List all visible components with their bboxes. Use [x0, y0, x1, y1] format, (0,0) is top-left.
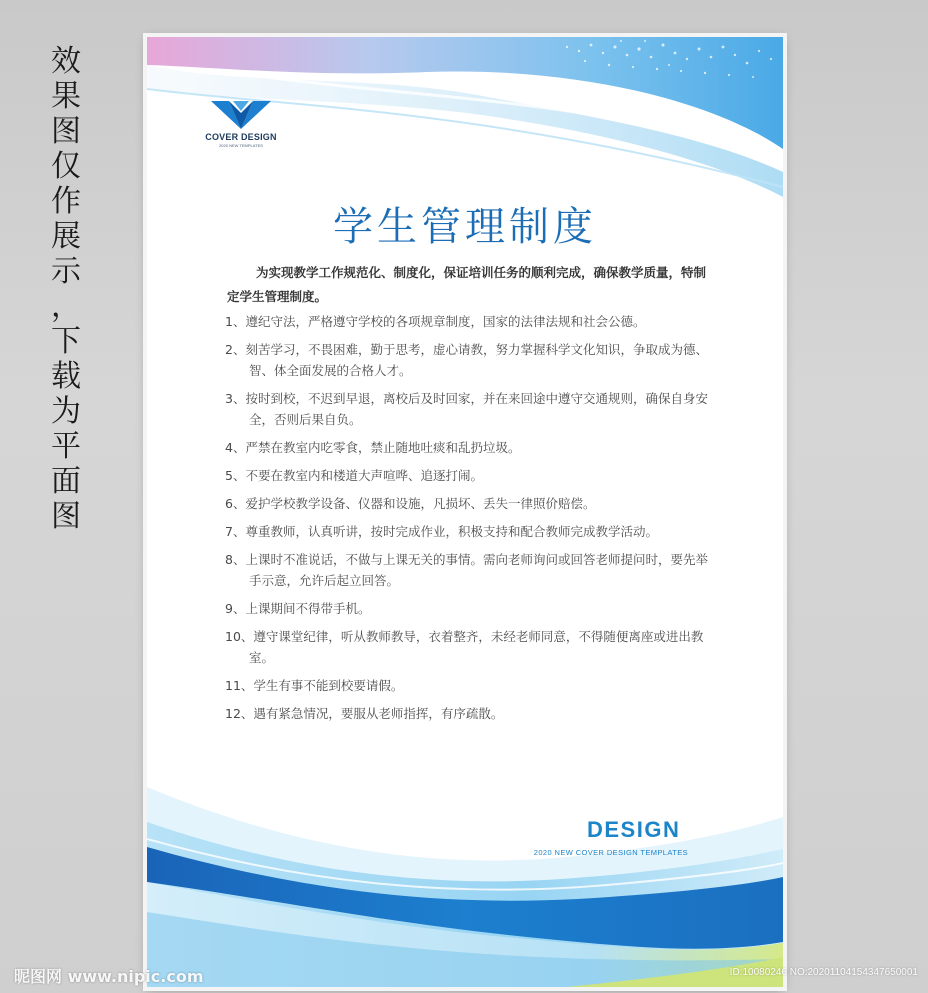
poster	[147, 37, 783, 987]
side-note	[44, 44, 88, 534]
rule-item: 3、按时到校，不迟到早退，离校后及时回家，并在来回途中遵守交通规则，确保自身安全，否则后果自负。	[225, 391, 708, 427]
side-note-char: 平	[51, 429, 81, 464]
side-note-char: 作	[51, 184, 81, 219]
rule-item: 7、尊重教师，认真听讲，按时完成作业，积极支持和配合教师完成教学活动。	[225, 524, 658, 539]
rule-item: 5、不要在教室内和楼道大声喧哗、追逐打闹。	[225, 468, 483, 483]
side-note-char: 展	[51, 219, 81, 254]
rule-item: 2、刻苦学习，不畏困难，勤于思考，虚心请教，努力掌握科学文化知识，争取成为德、智、体全面发展的合格人才。	[225, 342, 708, 378]
watermark-site: 昵图网 www.nipic.com	[14, 967, 204, 986]
watermark-id: ID:10080246 NO:20201104154347650001	[729, 967, 918, 978]
side-note-char: 面	[51, 464, 81, 499]
rule-item: 10、遵守课堂纪律，听从教师教导，衣着整齐，未经老师同意，不得随便离座或进出教室。	[225, 629, 704, 665]
rule-item: 9、上课期间不得带手机。	[225, 601, 371, 616]
logo-mark-icon	[211, 99, 271, 131]
rule-item: 6、爱护学校教学设备、仪器和设施，凡损坏、丢失一律照价赔偿。	[225, 496, 596, 511]
side-note-char: ，	[51, 289, 81, 324]
side-note-char: 为	[51, 394, 81, 429]
footer-design-label: DESIGN	[587, 817, 681, 842]
cover-design-logo	[199, 99, 283, 148]
rules-list	[225, 311, 709, 731]
logo-subtitle: 2020 NEW TEMPLATES	[219, 143, 263, 148]
side-note-char: 图	[51, 499, 81, 534]
intro-paragraph: 为实现教学工作规范化、制度化，保证培训任务的顺利完成，确保教学质量，特制定学生管理制度。	[227, 265, 707, 304]
rule-item: 11、学生有事不能到校要请假。	[225, 678, 404, 693]
side-note-char: 示	[51, 254, 81, 289]
side-note-char: 下	[51, 324, 81, 359]
side-note-char: 图	[51, 114, 81, 149]
page-title: 学生管理制度	[333, 204, 597, 250]
bottom-wave-decoration	[147, 777, 783, 987]
footer-design-subtitle: 2020 NEW COVER DESIGN TEMPLATES	[533, 848, 688, 857]
side-note-char: 载	[51, 359, 81, 394]
side-note-char: 果	[51, 79, 81, 114]
side-note-char: 效	[51, 44, 81, 79]
side-note-char: 仅	[51, 149, 81, 184]
rule-item: 8、上课时不准说话，不做与上课无关的事情。需向老师询问或回答老师提问时，要先举手示意，允许后起立回答。	[225, 552, 708, 588]
rule-item: 12、遇有紧急情况，要服从老师指挥，有序疏散。	[225, 706, 504, 721]
rule-item: 1、遵纪守法，严格遵守学校的各项规章制度，国家的法律法规和社会公德。	[225, 314, 646, 329]
logo-title: COVER DESIGN	[205, 132, 277, 142]
rule-item: 4、严禁在教室内吃零食，禁止随地吐痰和乱扔垃圾。	[225, 440, 521, 455]
